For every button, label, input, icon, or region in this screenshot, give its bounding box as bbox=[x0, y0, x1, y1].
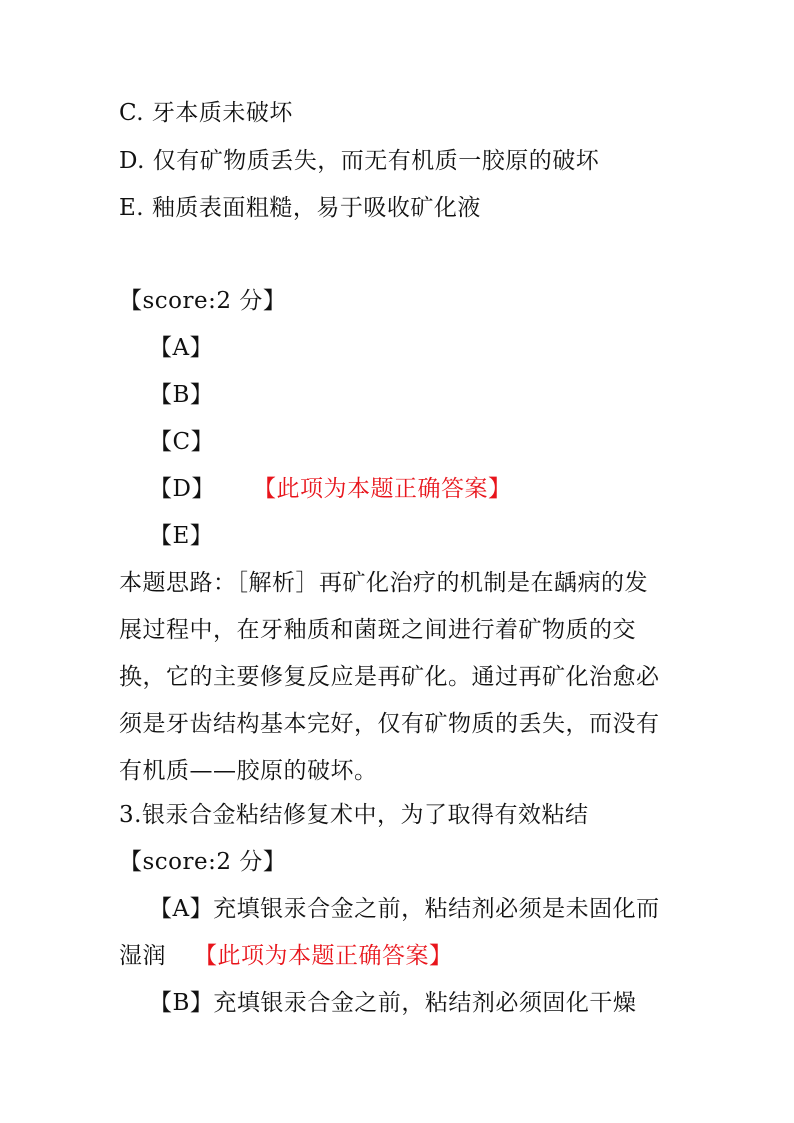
q2-answer-b: 【B】 bbox=[149, 382, 214, 408]
correct-answer-badge: 【此项为本题正确答案】 bbox=[194, 943, 453, 969]
q2-answer-e: 【E】 bbox=[149, 523, 214, 549]
q3-score: 【score:2 分】 bbox=[119, 849, 287, 875]
correct-answer-badge: 【此项为本题正确答案】 bbox=[252, 476, 512, 502]
q3-question: 3.银汞合金粘结修复术中，为了取得有效粘结 bbox=[119, 802, 589, 828]
q2-option-e: E. 釉质表面粗糙，易于吸收矿化液 bbox=[119, 195, 481, 221]
q2-answer-a: 【A】 bbox=[149, 335, 214, 361]
q2-answer-d-row bbox=[149, 474, 511, 504]
q3-answer-b: 【B】充填银汞合金之前，粘结剂必须固化干燥 bbox=[149, 990, 637, 1016]
q2-analysis-line-3: 换，它的主要修复反应是再矿化。通过再矿化治愈必 bbox=[119, 664, 660, 690]
q2-option-c: C. 牙本质未破坏 bbox=[119, 100, 293, 126]
q2-option-d: D. 仅有矿物质丢失，而无有机质一胶原的破坏 bbox=[119, 148, 600, 174]
q3-answer-a-line-2 bbox=[119, 941, 453, 971]
q2-analysis-line-4: 须是牙齿结构基本完好，仅有矿物质的丢失，而没有 bbox=[119, 711, 660, 737]
q3-answer-a-line-1: 【A】充填银汞合金之前，粘结剂必须是未固化而 bbox=[149, 896, 660, 922]
q2-answer-c: 【C】 bbox=[149, 429, 215, 455]
q2-analysis-line-1: 本题思路：［解析］再矿化治疗的机制是在龋病的发 bbox=[119, 570, 648, 596]
q2-score: 【score:2 分】 bbox=[119, 288, 287, 314]
q3-answer-a-continuation: 湿润 bbox=[119, 943, 166, 969]
q2-analysis-line-5: 有机质——胶原的破坏。 bbox=[119, 758, 378, 784]
q2-analysis-line-2: 展过程中，在牙釉质和菌斑之间进行着矿物质的交 bbox=[119, 617, 636, 643]
q2-answer-d: 【D】 bbox=[149, 476, 215, 502]
